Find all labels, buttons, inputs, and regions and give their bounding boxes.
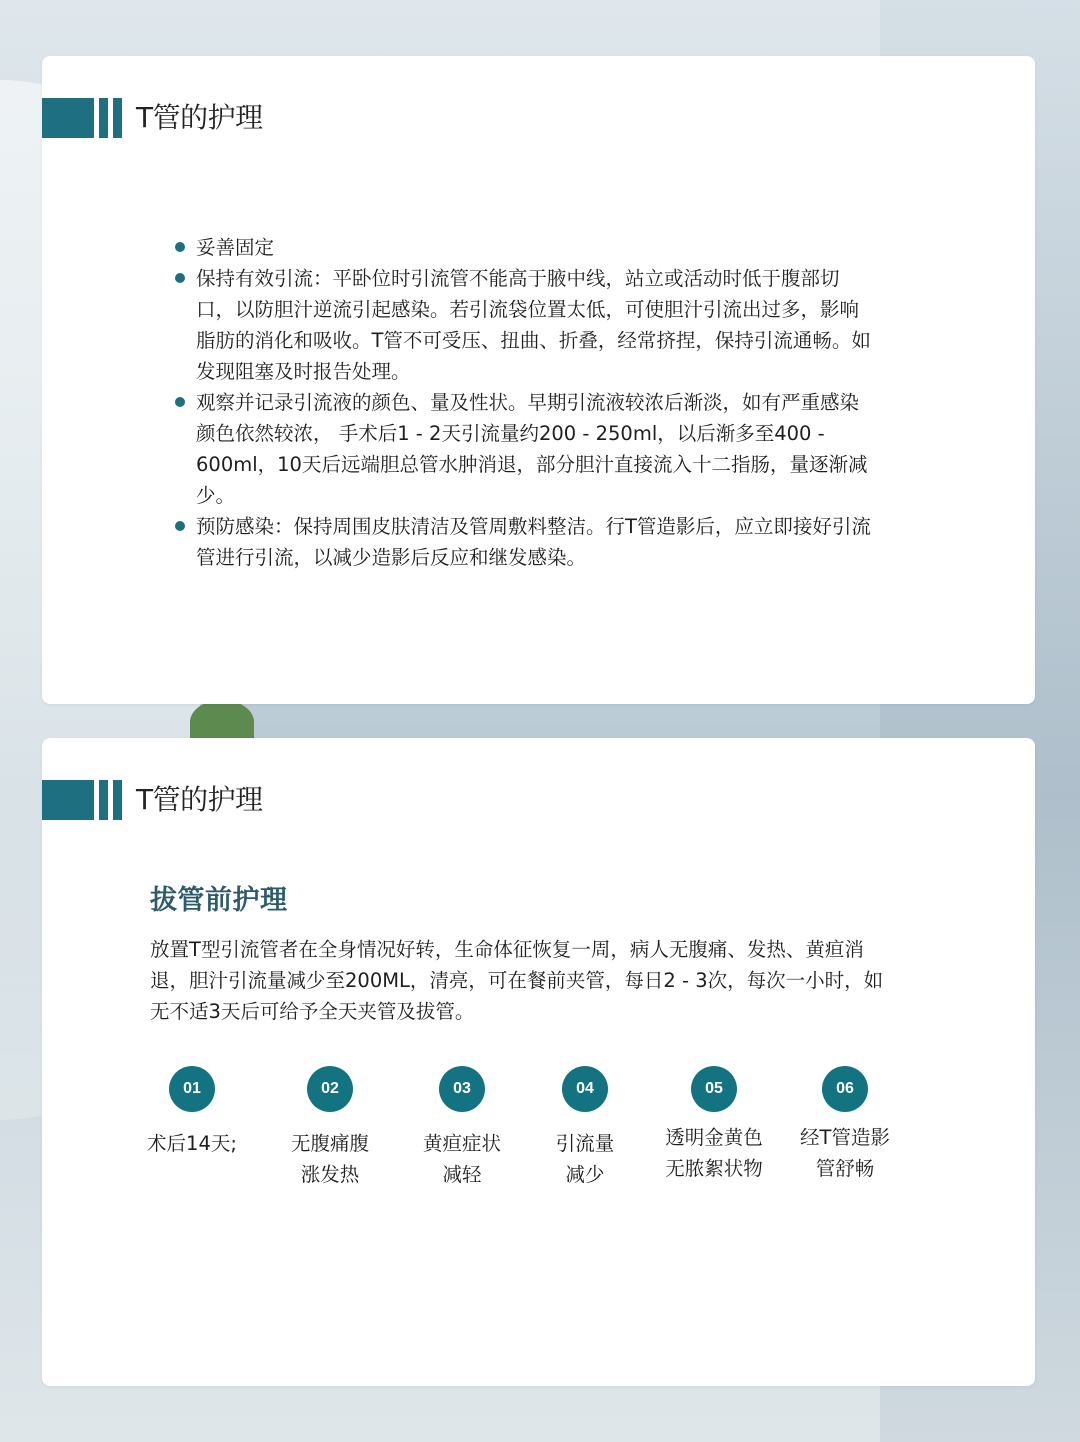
step-label-line: 管舒畅 [815, 1157, 875, 1180]
step-number-badge: 04 [562, 1066, 608, 1112]
step-label-line: 无腹痛腹 [290, 1132, 369, 1155]
step-item [260, 1066, 400, 1190]
step-label-line: 减少 [565, 1163, 605, 1186]
step-label-line: 黄疸症状 [422, 1132, 501, 1155]
bullet-list [172, 232, 872, 573]
step-item [644, 1066, 784, 1184]
bullet-dot-icon [175, 242, 185, 252]
bullet-text: 观察并记录引流液的颜色、量及性状。早期引流液较浓后渐淡，如有严重感染颜色依然较浓， 手术后1 - 2天引流量约200 - 250ml，以后渐多至400 - 600ml，10天后远端胆总管水肿消退，部分胆汁直接流入十二指肠，量逐渐减少。 [196, 391, 868, 507]
step-item [515, 1066, 655, 1190]
step-label-line: 无脓絮状物 [665, 1157, 763, 1180]
step-number-badge: 02 [307, 1066, 353, 1112]
bullet-dot-icon [175, 273, 185, 283]
step-label [122, 1128, 262, 1159]
bullet-dot-icon [175, 521, 185, 531]
step-label-line: 术后14天; [147, 1132, 237, 1155]
step-label [775, 1122, 915, 1184]
bullet-text: 妥善固定 [196, 236, 275, 259]
step-number-badge: 01 [169, 1066, 215, 1112]
card-title: T管的护理 [136, 783, 263, 816]
step-label-line: 引流量 [555, 1132, 615, 1155]
section-subheading: 拔管前护理 [150, 885, 288, 916]
step-label [260, 1128, 400, 1190]
slide-card-1 [42, 56, 1035, 704]
step-label-line: 经T管造影 [800, 1126, 890, 1149]
step-label [644, 1122, 784, 1184]
step-label-line: 减轻 [442, 1163, 482, 1186]
step-label-line: 透明金黄色 [665, 1126, 763, 1149]
bullet-item [172, 232, 872, 263]
step-item [392, 1066, 532, 1190]
step-number-badge: 06 [822, 1066, 868, 1112]
step-number-badge: 05 [691, 1066, 737, 1112]
step-item [775, 1066, 915, 1184]
bullet-dot-icon [175, 397, 185, 407]
title-decoration [42, 780, 122, 820]
step-label-line: 涨发热 [300, 1163, 360, 1186]
bullet-text: 保持有效引流：平卧位时引流管不能高于腋中线，站立或活动时低于腹部切口，以防胆汁逆流引起感染。若引流袋位置太低，可使胆汁引流出过多，影响脂肪的消化和吸收。T管不可受压、扭曲、折叠，经常挤捏，保持引流通畅。如发现阻塞及时报告处理。 [196, 267, 871, 383]
bullet-item [172, 387, 872, 511]
title-decoration [42, 98, 122, 138]
slide-card-2 [42, 738, 1035, 1386]
bullet-item [172, 263, 872, 387]
step-number-badge: 03 [439, 1066, 485, 1112]
intro-paragraph: 放置T型引流管者在全身情况好转，生命体征恢复一周，病人无腹痛、发热、黄疸消退，胆汁引流量减少至200ML，清亮，可在餐前夹管，每日2 - 3次，每次一小时，如无不适3天后可给予全天夹管及拔管。 [150, 938, 884, 1023]
bullet-item [172, 511, 872, 573]
card-title: T管的护理 [136, 101, 263, 134]
step-item [122, 1066, 262, 1159]
step-label [515, 1128, 655, 1190]
bullet-text: 预防感染：保持周围皮肤清洁及管周敷料整洁。行T管造影后，应立即接好引流管进行引流，以减少造影后反应和继发感染。 [196, 515, 871, 569]
step-label [392, 1128, 532, 1190]
